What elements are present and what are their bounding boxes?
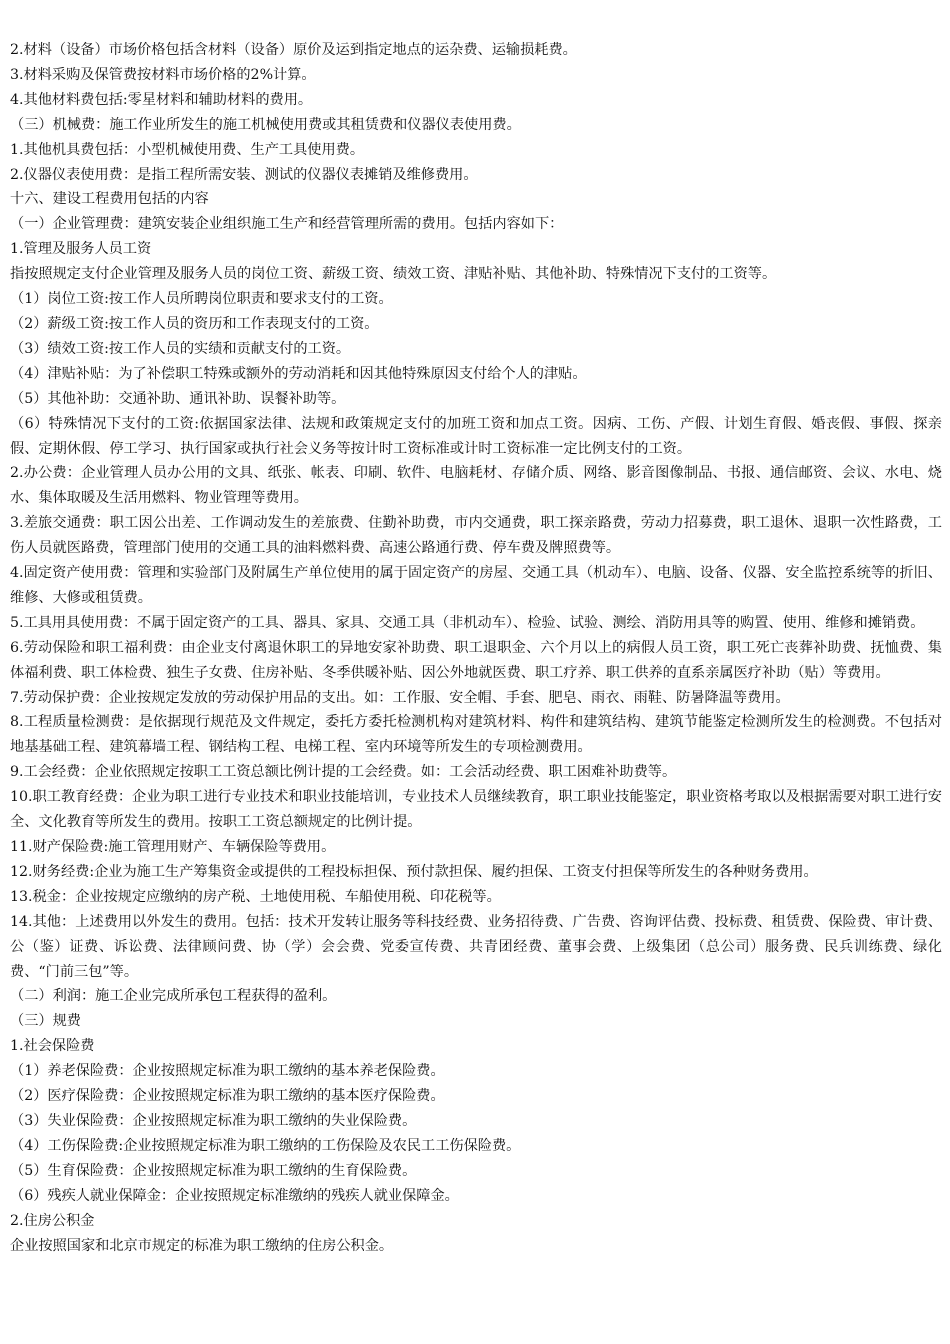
paragraph: 13.税金：企业按规定应缴纳的房产税、土地使用税、车船使用税、印花税等。 <box>10 888 501 905</box>
text-line: 3.材料采购及保管费按材料市场价格的2%计算。 <box>10 66 316 83</box>
section-heading: （二）利润：施工企业完成所承包工程获得的盈利。 <box>10 988 337 1005</box>
paragraph: 12.财务经费:企业为施工生产筹集资金或提供的工程投标担保、预付款担保、履约担保、工资支付担保等所发生的各种财务费用。 <box>10 863 818 880</box>
subsection-heading: 1.管理及服务人员工资 <box>10 241 152 258</box>
list-item: （4）工伤保险费:企业按照规定标准为职工缴纳的工伤保险及农民工工伤保险费。 <box>10 1137 521 1154</box>
paragraph: 8.工程质量检测费：是依据现行规范及文件规定，委托方委托检测机构对建筑材料、构件和建筑结构、建筑节能鉴定检测所发生的检测费。不包括对地基基础工程、建筑幕墙工程、钢结构工程、电梯工程、室内环境等所发生的专项检测费用。 <box>10 714 942 756</box>
paragraph: 4.固定资产使用费：管理和实验部门及附属生产单位使用的属于固定资产的房屋、交通工具（机动车）、电脑、设备、仪器、安全监控系统等的折旧、维修、大修或租赁费。 <box>10 565 942 606</box>
list-item: （2）薪级工资:按工作人员的资历和工作表现支付的工资。 <box>10 315 379 332</box>
chapter-heading: 十六、建设工程费用包括的内容 <box>10 191 209 208</box>
list-item: （3）绩效工资:按工作人员的实绩和贡献支付的工资。 <box>10 340 351 357</box>
list-item: （1）岗位工资:按工作人员所聘岗位职责和要求支付的工资。 <box>10 291 393 308</box>
subsection-heading: 1.社会保险费 <box>10 1038 95 1055</box>
paragraph: 5.工具用具使用费：不属于固定资产的工具、器具、家具、交通工具（非机动车）、检验、试验、测绘、消防用具等的购置、使用、维修和摊销费。 <box>10 614 925 631</box>
text-line: 2.材料（设备）市场价格包括含材料（设备）原价及运到指定地点的运杂费、运输损耗费。 <box>10 42 577 58</box>
paragraph: 10.职工教育经费：企业为职工进行专业技术和职业技能培训，专业技术人员继续教育，职工职业技能鉴定，职业资格考取以及根据需要对职工进行安全、文化教育等所发生的费用。按职工工资总额规定的比例计提。 <box>10 789 942 831</box>
list-item: （3）失业保险费：企业按照规定标准为职工缴纳的失业保险费。 <box>10 1112 417 1129</box>
list-item: （6）特殊情况下支付的工资:依据国家法律、法规和政策规定支付的加班工资和加点工资。因病、工伤、产假、计划生育假、婚丧假、事假、探亲假、定期休假、停工学习、执行国家或执行社会义务等按计时工资标准或计时工资标准一定比例支付的工资。 <box>10 415 942 457</box>
section-heading: （三）机械费：施工作业所发生的施工机械使用费或其租赁费和仪器仪表使用费。 <box>10 116 521 133</box>
list-item: （2）医疗保险费：企业按照规定标准为职工缴纳的基本医疗保险费。 <box>10 1088 445 1105</box>
paragraph: 9.工会经费：企业依照规定按职工工资总额比例计提的工会经费。如：工会活动经费、职工困难补助费等。 <box>10 764 677 781</box>
paragraph: 11.财产保险费:施工管理用财产、车辆保险等费用。 <box>10 839 336 855</box>
paragraph: 7.劳动保护费：企业按规定发放的劳动保护用品的支出。如：工作服、安全帽、手套、肥皂、雨衣、雨鞋、防暑降温等费用。 <box>10 689 790 706</box>
list-item: （5）其他补助：交通补助、通讯补助、误餐补助等。 <box>10 390 346 407</box>
text-line: 2.仪器仪表使用费：是指工程所需安装、测试的仪器仪表摊销及维修费用。 <box>10 166 478 183</box>
paragraph: 3.差旅交通费：职工因公出差、工作调动发生的差旅费、住勤补助费，市内交通费，职工探亲路费，劳动力招募费，职工退休、退职一次性路费，工伤人员就医路费，管理部门使用的交通工具的油料燃料费、高速公路通行费、停车费及牌照费等。 <box>10 515 942 557</box>
paragraph: 2.办公费：企业管理人员办公用的文具、纸张、帐表、印刷、软件、电脑耗材、存储介质、网络、影音图像制品、书报、通信邮资、会议、水电、烧水、集体取暖及生活用燃料、物业管理等费用。 <box>10 465 942 507</box>
subsection-heading: 2.住房公积金 <box>10 1212 95 1229</box>
list-item: （6）残疾人就业保障金：企业按照规定标准缴纳的残疾人就业保障金。 <box>10 1187 459 1204</box>
list-item: （4）津贴补贴：为了补偿职工特殊或额外的劳动消耗和因其他特殊原因支付给个人的津贴。 <box>10 365 587 382</box>
text-line: 1.其他机具费包括：小型机械使用费、生产工具使用费。 <box>10 141 365 158</box>
paragraph: 14.其他：上述费用以外发生的费用。包括：技术开发转让服务等科技经费、业务招待费、广告费、咨询评估费、投标费、租赁费、保险费、审计费、公（鉴）证费、诉讼费、法律顾问费、协（学）会会费、党委宣传费、共青团经费、董事会费、上级集团（总公司）服务费、民兵训练费、绿化费、“门前三包”等。 <box>10 913 942 980</box>
list-item: （1）养老保险费：企业按照规定标准为职工缴纳的基本养老保险费。 <box>10 1063 445 1080</box>
section-heading: （三）规费 <box>10 1013 81 1030</box>
paragraph: 6.劳动保险和职工福利费：由企业支付离退休职工的异地安家补助费、职工退职金、六个月以上的病假人员工资，职工死亡丧葬补助费、抚恤费、集体福利费、职工体检费、独生子女费、住房补贴、冬季供暖补贴、因公外地就医费、职工疗养、职工供养的直系亲属医疗补助（贴）等费用。 <box>10 639 942 681</box>
section-heading: （一）企业管理费：建筑安装企业组织施工生产和经营管理所需的费用。包括内容如下： <box>10 216 564 233</box>
list-item: （5）生育保险费：企业按照规定标准为职工缴纳的生育保险费。 <box>10 1162 417 1179</box>
text-line: 4.其他材料费包括:零星材料和辅助材料的费用。 <box>10 91 313 108</box>
paragraph: 指按照规定支付企业管理及服务人员的岗位工资、薪级工资、绩效工资、津贴补贴、其他补助、特殊情况下支付的工资等。 <box>10 266 777 283</box>
paragraph: 企业按照国家和北京市规定的标准为职工缴纳的住房公积金。 <box>10 1237 394 1254</box>
